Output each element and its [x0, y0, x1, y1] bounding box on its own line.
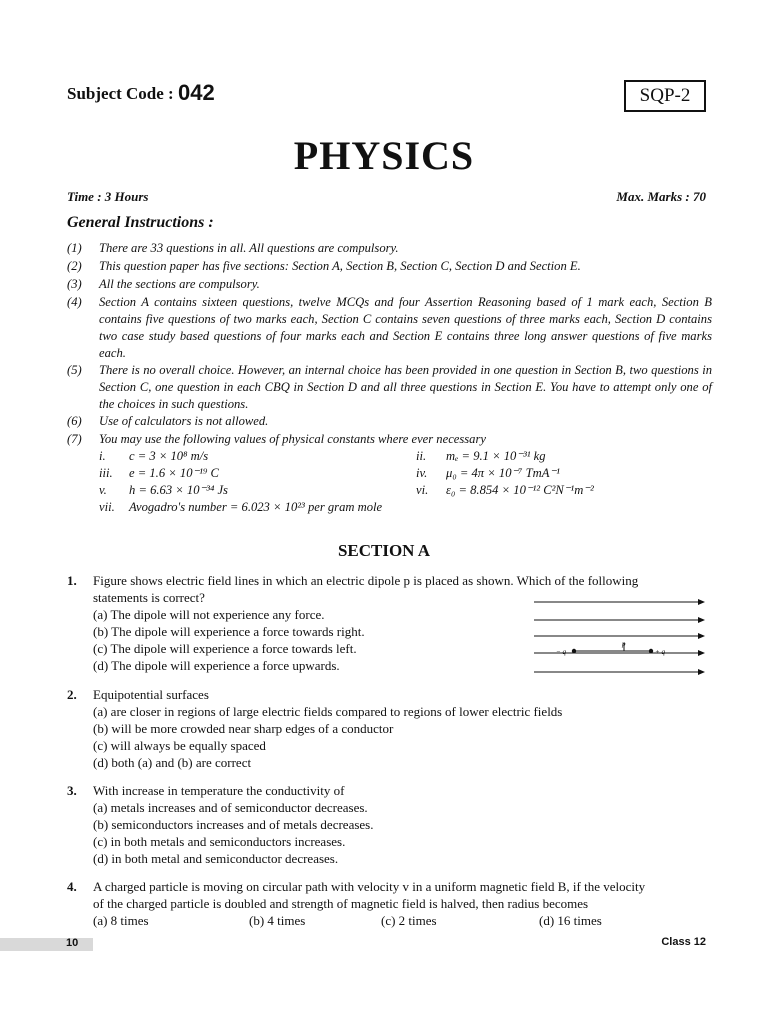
dipole-field-figure [530, 596, 710, 682]
instruction-text: There is no overall choice. However, an internal choice has been provided in one question in Section B, two questions in Section C, one question in each CBQ in Section D and all three questions in Section E. You have to attempt only one of the choices in such questions. [99, 363, 712, 411]
constant-item [416, 448, 546, 465]
constant-number: ii. [416, 449, 427, 463]
option: (b) semiconductors increases and of metals decreases. [93, 817, 374, 832]
question-text: A charged particle is moving on circular path with velocity v in a uniform magnetic field B, if the velocity [93, 879, 646, 894]
option: (b) The dipole will experience a force towards right. [93, 624, 365, 639]
instructions-heading: General Instructions : [67, 214, 214, 231]
option: (d) both (a) and (b) are correct [93, 755, 252, 770]
constant-value: mₑ = 9.1 × 10⁻³¹ kg [446, 449, 546, 463]
question-text: Figure shows electric field lines in which an electric dipole p is placed as shown. Which of the following [93, 573, 639, 588]
paper-id-box: SQP-2 [624, 80, 706, 112]
instruction-number: (5) [67, 363, 82, 377]
option: (d) 16 times [539, 913, 602, 928]
instruction-item [67, 431, 712, 448]
option: (b) 4 times [249, 913, 306, 928]
positive-charge-label: + q [655, 648, 665, 656]
footer-bar [0, 938, 93, 951]
option: (a) metals increases and of semiconductor decreases. [93, 800, 368, 815]
instruction-item [67, 413, 712, 430]
page-number: 10 [66, 937, 79, 949]
option: (c) will always be equally spaced [93, 738, 266, 753]
section-heading: SECTION A [337, 541, 431, 560]
constant-item [416, 465, 560, 482]
option: (c) The dipole will experience a force towards left. [93, 641, 357, 656]
dipole-moment-label: p⃗ [622, 640, 631, 648]
instruction-text: You may use the following values of physical constants where ever necessary [99, 432, 486, 446]
constant-number: iii. [99, 466, 113, 480]
max-marks: Max. Marks : 70 [616, 189, 706, 204]
constant-value: e = 1.6 × 10⁻¹⁹ C [129, 466, 219, 480]
question-text: of the charged particle is doubled and strength of magnetic field is halved, then radius becomes [93, 896, 589, 911]
instruction-number: (1) [67, 241, 82, 255]
instruction-text: All the sections are compulsory. [99, 277, 260, 291]
constant-item [99, 482, 228, 499]
class-label: Class 12 [661, 936, 706, 948]
option: (d) in both metal and semiconductor decreases. [93, 851, 339, 866]
constant-number: vi. [416, 483, 429, 497]
instruction-number: (7) [67, 432, 82, 446]
constant-number: vii. [99, 500, 115, 514]
negative-charge-label: − q [556, 648, 566, 656]
option: (c) in both metals and semiconductors increases. [93, 834, 346, 849]
time-allowed: Time : 3 Hours [67, 189, 149, 204]
instruction-number: (3) [67, 277, 82, 291]
constant-item [99, 465, 219, 482]
constant-number: iv. [416, 466, 428, 480]
constant-number: i. [99, 449, 106, 463]
option: (d) The dipole will experience a force upwards. [93, 658, 340, 673]
instruction-number: (2) [67, 259, 82, 273]
subject-code-label: Subject Code : [67, 84, 174, 103]
constant-value: h = 6.63 × 10⁻³⁴ Js [129, 483, 228, 497]
constant-number: v. [99, 483, 107, 497]
subject-code [67, 80, 215, 106]
constant-value: μ₀ = 4π × 10⁻⁷ TmA⁻¹ [446, 466, 560, 480]
instruction-text: Section A contains sixteen questions, twelve MCQs and four Assertion Reasoning based of 1 mark each, Section B contains five questions of two marks each, Section C contains seven questions of three marks each, Section D contains two case study based questions of four marks each and Section E contains three long answer questions of five marks each. [99, 295, 712, 360]
question-number: 2. [67, 687, 77, 702]
instruction-item [67, 258, 712, 275]
constant-item [99, 448, 208, 465]
instruction-item [67, 240, 712, 257]
option: (b) will be more crowded near sharp edges of a conductor [93, 721, 394, 736]
question-number: 1. [67, 573, 77, 588]
negative-charge [572, 649, 576, 653]
question-number: 4. [67, 879, 77, 894]
constant-value: c = 3 × 10⁸ m/s [129, 449, 209, 463]
instruction-number: (6) [67, 414, 82, 428]
option: (c) 2 times [381, 913, 437, 928]
constant-item [99, 499, 382, 516]
question-number: 3. [67, 783, 77, 798]
question-text: Equipotential surfaces [93, 687, 209, 702]
option: (a) The dipole will not experience any force. [93, 607, 325, 622]
question-text: statements is correct? [93, 590, 205, 605]
constant-value: ε₀ = 8.854 × 10⁻¹² C²N⁻¹m⁻² [446, 483, 594, 497]
constant-item [416, 482, 594, 499]
instruction-item [67, 362, 712, 413]
option: (a) 8 times [93, 913, 149, 928]
instruction-item [67, 294, 712, 362]
option: (a) are closer in regions of large electric fields compared to regions of lower electric fields [93, 704, 563, 719]
subject-code-value: 042 [177, 80, 215, 105]
instruction-text: Use of calculators is not allowed. [99, 414, 269, 428]
positive-charge [649, 649, 653, 653]
page-title: PHYSICS [293, 133, 475, 178]
instruction-text: This question paper has five sections: Section A, Section B, Section C, Section D and Section E. [99, 259, 581, 273]
instruction-number: (4) [67, 295, 82, 309]
instruction-text: There are 33 questions in all. All questions are compulsory. [99, 241, 399, 255]
instruction-item [67, 276, 712, 293]
question-text: With increase in temperature the conductivity of [93, 783, 345, 798]
constant-value: Avogadro's number = 6.023 × 10²³ per gram mole [129, 500, 383, 514]
